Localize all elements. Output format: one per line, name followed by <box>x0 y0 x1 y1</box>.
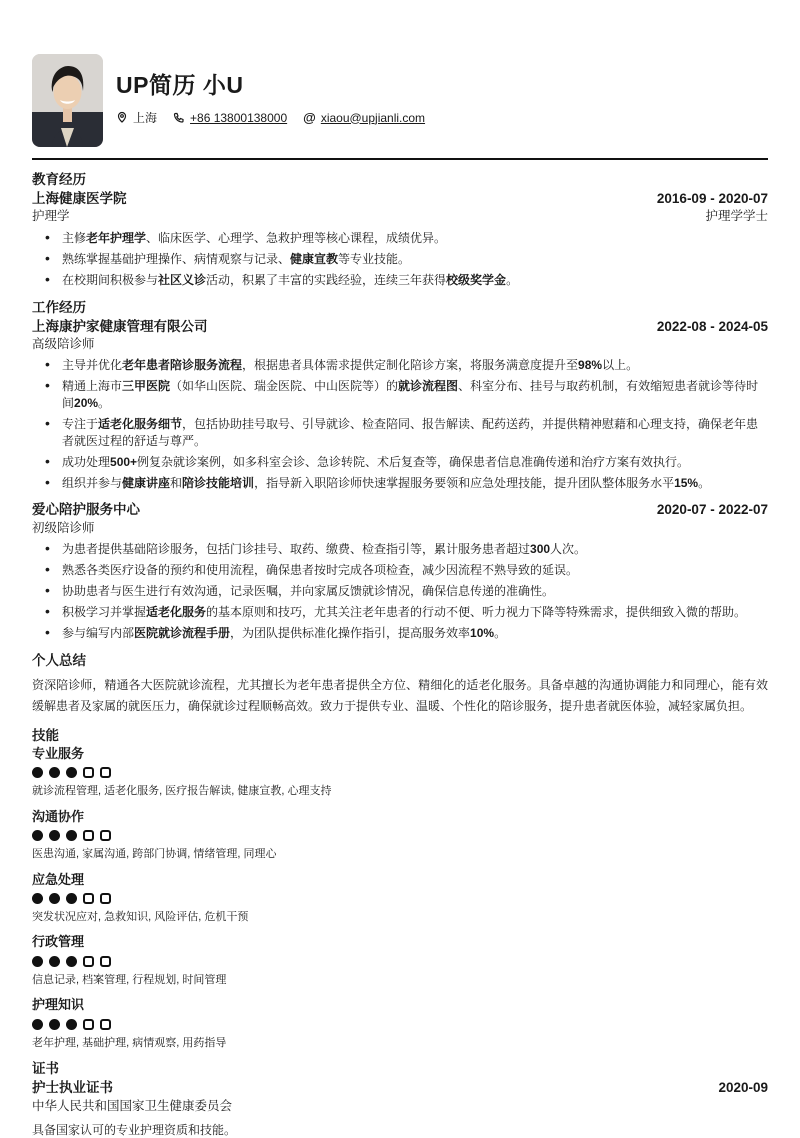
education-header-row <box>32 190 768 208</box>
bullet-text <box>62 273 518 287</box>
bullet-item <box>32 378 768 412</box>
bullet-text-run: 。 <box>494 626 507 641</box>
bullet-text-run: 活动，积累了丰富的实践经验，连续三年获得 <box>206 272 447 287</box>
candidate-name: UP简历 小U <box>116 72 244 98</box>
bullet-text-run: 协助患者与医生进行有效沟通，记录医嘱，并向家属反馈就诊情况，确保信息传递的准确性。 <box>62 584 555 599</box>
job-header-row <box>32 318 768 336</box>
bullet-text-run: 等专业技能。 <box>338 251 411 266</box>
education-bullets <box>32 230 768 289</box>
education-major: 护理学 <box>32 209 70 224</box>
job-header-row <box>32 501 768 519</box>
header-divider <box>32 158 768 160</box>
bullet-item <box>32 230 768 247</box>
skill-level <box>32 830 768 841</box>
bullet-text-bold: 适老化服务细节 <box>98 417 183 432</box>
bullet-item <box>32 251 768 268</box>
bullet-text <box>62 476 710 490</box>
job-role: 初级陪诊师 <box>32 520 95 535</box>
bullet-text-run: 参与编写内部 <box>62 626 135 641</box>
bullet-text-bold: 300 <box>530 542 551 557</box>
skill-level <box>32 956 768 967</box>
certificates-section <box>32 1061 768 1138</box>
profile-photo-graphic <box>32 54 103 147</box>
job-date: 2020-07 - 2022-07 <box>656 502 768 518</box>
skill-name: 沟通协作 <box>32 808 85 824</box>
bullet-text-run: 组织并参与 <box>62 476 123 491</box>
skill-dot-filled <box>49 1019 60 1030</box>
bullet-text-bold: 健康宣教 <box>290 251 339 266</box>
education-sub-row <box>32 208 768 224</box>
work-section-title: 工作经历 <box>32 299 86 315</box>
bullet-item <box>32 604 768 621</box>
bullet-text-bold: 20% <box>74 396 99 411</box>
skill-dot-empty <box>83 893 94 904</box>
header-text <box>116 54 425 147</box>
skill-dot-empty <box>100 767 111 778</box>
skill-name: 专业服务 <box>32 745 85 761</box>
bullet-text-bold: 医院就诊流程手册 <box>134 626 231 641</box>
skill-dot-filled <box>66 1019 77 1030</box>
bullet-text <box>62 626 506 640</box>
job-date: 2022-08 - 2024-05 <box>656 318 768 334</box>
bullet-text <box>62 231 446 245</box>
bullet-text-run: 的基本原则和技巧，尤其关注老年患者的行动不便、听力视力下降等特殊需求，提供细致入微的帮助。 <box>206 605 747 620</box>
bullet-text-run: 例复杂就诊案例，如多科室会诊、急诊转院、术后复查等，确保患者信息准确传递和治疗方案有效执行。 <box>137 455 690 470</box>
bullet-text-run: 以上。 <box>602 358 639 373</box>
bullet-item <box>32 272 768 289</box>
bullet-text-run: 。 <box>698 476 711 491</box>
skill-detail: 就诊流程管理, 适老化服务, 医疗报告解读, 健康宣教, 心理支持 <box>32 785 332 798</box>
bullet-text-run: 积极学习并掌握 <box>62 605 147 620</box>
bullet-text-bold: 社区义诊 <box>158 272 207 287</box>
skill-detail: 突发状况应对, 急救知识, 风险评估, 危机干预 <box>32 911 249 924</box>
bullet-item <box>32 541 768 558</box>
bullet-item <box>32 454 768 471</box>
skill-item <box>32 996 768 1050</box>
skill-dot-empty <box>100 893 111 904</box>
school-name: 上海健康医学院 <box>32 190 127 206</box>
bullet-text-run: 成功处理 <box>62 455 111 470</box>
bullet-text-bold: 15% <box>674 476 699 491</box>
skill-dot-filled <box>66 956 77 967</box>
skill-level <box>32 767 768 778</box>
bullet-text-run: 。 <box>506 272 519 287</box>
bullet-text-run: ，包括协助挂号取号、引导就诊、检查陪同、报告解读、配药送药，并提供精神慰藉和心理支持，确保老年患者就医过程的舒适与尊严。 <box>62 417 759 449</box>
phone-link[interactable]: +86 13800138000 <box>190 110 288 125</box>
skill-dot-filled <box>32 1019 43 1030</box>
certificate-header-row <box>32 1079 768 1097</box>
job-role: 高级陪诊师 <box>32 337 95 352</box>
skill-dot-filled <box>32 767 43 778</box>
job-item <box>32 501 768 642</box>
bullet-text-run: ，指导新入职陪诊师快速掌握服务要领和应急处理技能，提升团队整体服务水平 <box>254 476 675 491</box>
summary-text: 资深陪诊师，精通各大医院就诊流程，尤其擅长为老年患者提供全方位、精细化的适老化服务。具备卓越的沟通协调能力和同理心，能有效缓解患者及家属的就医压力，确保就诊过程顺畅高效。致力于提供专业、温暖、个性化的陪诊服务，提升患者就医体验，减轻家属负担。 <box>32 678 768 714</box>
skill-dot-filled <box>49 956 60 967</box>
bullet-text-run: 。 <box>98 396 111 411</box>
contact-location <box>116 109 157 126</box>
skill-level <box>32 1019 768 1030</box>
header <box>32 54 768 147</box>
skill-dot-empty <box>83 830 94 841</box>
bullet-text-bold: 老年护理学 <box>86 230 147 245</box>
bullet-item <box>32 625 768 642</box>
skill-dot-filled <box>49 830 60 841</box>
bullet-text <box>62 542 586 556</box>
bullet-text-run: 人次。 <box>550 542 587 557</box>
work-section <box>32 300 768 642</box>
job-role-row <box>32 336 768 352</box>
certificate-name: 护士执业证书 <box>32 1079 113 1095</box>
bullet-text-bold: 98% <box>578 358 603 373</box>
summary-section-title: 个人总结 <box>32 653 86 669</box>
skill-dot-filled <box>66 893 77 904</box>
skill-level <box>32 893 768 904</box>
bullet-text <box>62 605 746 619</box>
skill-dot-filled <box>49 893 60 904</box>
skill-detail: 医患沟通, 家属沟通, 跨部门协调, 情绪管理, 同理心 <box>32 848 277 861</box>
certificate-date: 2020-09 <box>718 1079 768 1095</box>
bullet-text-run: 精通上海市 <box>62 379 123 394</box>
bullet-text-run: （如华山医院、瑞金医院、中山医院等）的 <box>170 379 399 394</box>
bullet-item <box>32 357 768 374</box>
certificate-description: 具备国家认可的专业护理资质和技能。 <box>32 1122 237 1137</box>
bullet-text-run: 主导并优化 <box>62 358 123 373</box>
skill-dot-filled <box>49 767 60 778</box>
bullet-text-run: 熟悉各类医疗设备的预约和使用流程，确保患者按时完成各项检查，减少因流程不熟导致的延误。 <box>62 563 579 578</box>
location-text: 上海 <box>133 111 158 125</box>
education-section-title: 教育经历 <box>32 172 86 187</box>
skill-dot-filled <box>32 893 43 904</box>
bullet-text-run: 、临床医学、心理学、急救护理等核心课程，成绩优异。 <box>146 230 447 245</box>
bullet-text-run: 熟练掌握基础护理操作、病情观察与记录、 <box>62 251 291 266</box>
at-icon: @ <box>303 110 316 125</box>
skill-dot-empty <box>100 956 111 967</box>
skill-detail: 信息记录, 档案管理, 行程规划, 时间管理 <box>32 973 227 986</box>
skill-dot-filled <box>32 830 43 841</box>
bullet-text-bold: 适老化服务 <box>146 605 207 620</box>
education-degree: 护理学学士 <box>705 209 768 224</box>
skill-name: 护理知识 <box>32 997 85 1013</box>
skill-item <box>32 745 768 799</box>
bullet-text-run: 专注于 <box>62 417 99 432</box>
bullet-text-run: 、科室分布、挂号与取药机制，有效缩短患者就诊等待时间 <box>62 379 759 411</box>
bullet-text-run: 在校期间积极参与 <box>62 272 159 287</box>
bullet-text-run: ，为团队提供标准化操作指引，提高服务效率 <box>230 626 471 641</box>
job-role-row <box>32 520 768 536</box>
email-link[interactable]: xiaou@upjianli.com <box>320 110 426 125</box>
bullet-text <box>62 584 554 598</box>
bullet-text <box>62 252 410 266</box>
skill-name: 应急处理 <box>32 871 85 887</box>
skill-dot-empty <box>100 830 111 841</box>
skills-section-title: 技能 <box>32 728 59 744</box>
bullet-item <box>32 583 768 600</box>
certificate-issuer-row <box>32 1098 768 1114</box>
bullet-text <box>62 379 758 410</box>
skill-detail: 老年护理, 基础护理, 病情观察, 用药指导 <box>32 1036 227 1049</box>
bullet-text <box>62 358 638 372</box>
skills-list <box>32 745 768 1050</box>
certificates-section-title: 证书 <box>32 1061 59 1077</box>
education-section <box>32 172 768 289</box>
bullet-text-bold: 三甲医院 <box>122 379 171 394</box>
contact-phone <box>173 111 287 125</box>
company-name: 爱心陪护服务中心 <box>32 502 140 518</box>
location-pin-icon <box>116 111 128 124</box>
job-bullets <box>32 357 768 492</box>
bullet-text-bold: 老年患者陪诊服务流程 <box>122 358 243 373</box>
job-bullets <box>32 541 768 642</box>
bullet-text-bold: 500+ <box>110 455 138 470</box>
skill-dot-empty <box>100 1019 111 1030</box>
profile-photo <box>32 54 103 147</box>
company-name: 上海康护家健康管理有限公司 <box>32 318 208 334</box>
bullet-text-bold: 校级奖学金 <box>446 272 507 287</box>
contact-email <box>303 111 425 125</box>
skills-section <box>32 728 768 1050</box>
contact-row <box>116 109 425 126</box>
education-date: 2016-09 - 2020-07 <box>656 190 768 206</box>
bullet-item <box>32 562 768 579</box>
bullet-text-bold: 10% <box>470 626 495 641</box>
skill-dot-empty <box>83 767 94 778</box>
bullet-text-bold: 陪诊技能培训 <box>182 476 255 491</box>
skill-dot-empty <box>83 956 94 967</box>
skill-name: 行政管理 <box>32 934 85 950</box>
skill-item <box>32 808 768 862</box>
skill-item <box>32 871 768 925</box>
bullet-text-bold: 健康讲座 <box>122 476 171 491</box>
skill-item <box>32 933 768 987</box>
bullet-text-run: 主修 <box>62 230 87 245</box>
skill-dot-filled <box>66 830 77 841</box>
skill-dot-empty <box>83 1019 94 1030</box>
skill-dot-filled <box>66 767 77 778</box>
bullet-text-run: 为患者提供基础陪诊服务，包括门诊挂号、取药、缴费、检查指引等，累计服务患者超过 <box>62 542 531 557</box>
bullet-item <box>32 475 768 492</box>
certificate-issuer: 中华人民共和国国家卫生健康委员会 <box>32 1098 233 1113</box>
bullet-text-run: 和 <box>170 476 183 491</box>
bullet-text-run: ，根据患者具体需求提供定制化陪诊方案，将服务满意度提升至 <box>242 358 579 373</box>
bullet-text <box>62 563 578 577</box>
bullet-text-bold: 就诊流程图 <box>398 379 459 394</box>
bullet-item <box>32 416 768 450</box>
bullet-text <box>62 417 758 448</box>
summary-section <box>32 653 768 717</box>
job-item <box>32 318 768 493</box>
bullet-text <box>62 455 689 469</box>
skill-dot-filled <box>32 956 43 967</box>
phone-icon <box>173 112 185 124</box>
